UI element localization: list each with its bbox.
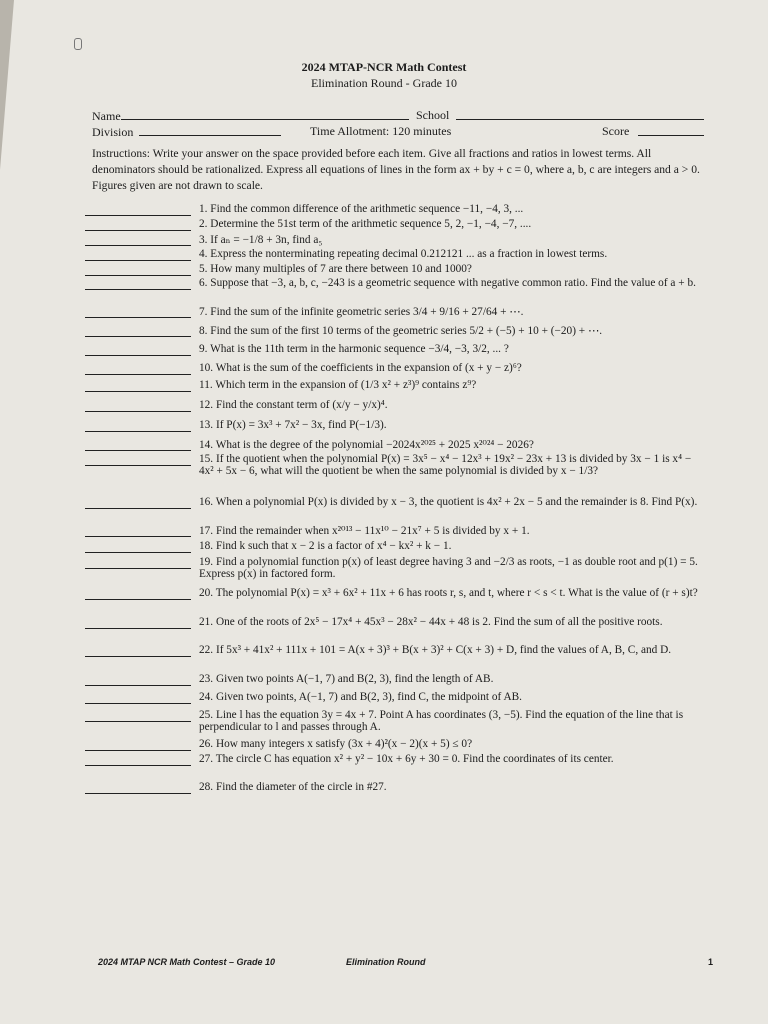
- answer-blank[interactable]: [85, 233, 191, 246]
- answer-blank[interactable]: [85, 753, 191, 766]
- question-text: 19. Find a polynomial function p(x) of least degree having 3 and −2/3 as roots, −1 as double root and p(1) = 5. Express p(x) in factored form.: [199, 556, 698, 580]
- answer-blank[interactable]: [85, 496, 191, 509]
- question-text: 3. If aₙ = −1/8 + 3n, find a₅: [199, 234, 323, 246]
- name-field[interactable]: [121, 108, 409, 120]
- question-item: [85, 587, 705, 616]
- answer-blank[interactable]: [85, 709, 191, 722]
- page-number: 1: [708, 957, 714, 967]
- answer-blank[interactable]: [85, 218, 191, 231]
- contest-title: 2024 MTAP-NCR Math Contest: [301, 60, 467, 74]
- answer-blank[interactable]: [85, 419, 191, 432]
- question-item: [85, 524, 705, 540]
- question-item: [85, 673, 705, 691]
- question-item: [85, 616, 705, 644]
- question-item: [85, 691, 705, 709]
- division-time-row: [92, 124, 704, 140]
- round-subtitle: Elimination Round - Grade 10: [311, 76, 457, 90]
- footer-contest: 2024 MTAP NCR Math Contest – Grade 10: [98, 957, 276, 967]
- answer-blank[interactable]: [85, 781, 191, 794]
- question-item: [85, 305, 705, 324]
- question-item: [85, 496, 705, 524]
- question-text: 23. Given two points A(−1, 7) and B(2, 3), find the length of AB.: [199, 673, 494, 685]
- question-item: [85, 218, 705, 233]
- answer-blank[interactable]: [85, 644, 191, 657]
- question-item: [85, 781, 705, 799]
- question-item: [85, 438, 705, 453]
- question-item: [85, 277, 705, 305]
- answer-blank[interactable]: [85, 453, 191, 466]
- question-text: 4. Express the nonterminating repeating decimal 0.212121 ... as a fraction in lowest terms.: [199, 248, 608, 260]
- answer-blank[interactable]: [85, 691, 191, 704]
- question-text: 16. When a polynomial P(x) is divided by x − 3, the quotient is 4x² + 2x − 5 and the remainder is 8. Find P(x).: [199, 496, 698, 508]
- question-item: [85, 248, 705, 263]
- question-item: [85, 343, 705, 362]
- question-item: [85, 709, 705, 738]
- staple-mark: [74, 38, 82, 50]
- question-text: 2. Determine the 51st term of the arithmetic sequence 5, 2, −1, −4, −7, ....: [199, 218, 532, 230]
- question-text: 27. The circle C has equation x² + y² − 10x + 6y + 30 = 0. Find the coordinates of its center.: [199, 753, 614, 765]
- answer-blank[interactable]: [85, 399, 191, 412]
- question-list: [85, 203, 705, 799]
- document-header: [0, 60, 768, 91]
- question-text: 24. Given two points, A(−1, 7) and B(2, 3), find C, the midpoint of AB.: [199, 691, 522, 703]
- question-text: 15. If the quotient when the polynomial P(x) = 3x⁵ − x⁴ − 12x³ + 19x² − 23x + 13 is divided by 3x − 1 is x⁴ − 4x² + 5x − 6, what will the quotient be when the same polynomial is divided by x − 1/3?: [199, 453, 692, 477]
- instructions: Instructions: Write your answer on the space provided before each item. Give all fractions and ratios in lowest terms. All denominators should be rationalized. Express all equations of lines in the form ax + by + c = 0, where a, b, c are integers and a > 0. Figures given are not drawn to scale.: [92, 147, 700, 192]
- question-item: [85, 540, 705, 556]
- question-item: [85, 753, 705, 781]
- question-text: 17. Find the remainder when x²⁰¹³ − 11x¹⁰ − 21x⁷ + 5 is divided by x + 1.: [199, 525, 530, 537]
- question-text: 10. What is the sum of the coefficients in the expansion of (x + y − z)⁶?: [199, 362, 522, 374]
- answer-blank[interactable]: [85, 616, 191, 629]
- question-text: 9. What is the 11th term in the harmonic sequence −3/4, −3, 3/2, ... ?: [199, 343, 509, 355]
- question-text: 14. What is the degree of the polynomial −2024x²⁰²⁵ + 2025 x²⁰²⁴ − 2026?: [199, 439, 534, 451]
- question-item: [85, 362, 705, 379]
- footer-round: Elimination Round: [346, 957, 426, 967]
- question-item: [85, 453, 705, 496]
- answer-blank[interactable]: [85, 438, 191, 451]
- question-text: 25. Line l has the equation 3y = 4x + 7. Point A has coordinates (3, −5). Find the equation of the line that is perpendicular to l and passes through A.: [199, 709, 684, 733]
- answer-blank[interactable]: [85, 362, 191, 375]
- question-item: [85, 233, 705, 248]
- question-text: 21. One of the roots of 2x⁵ − 17x⁴ + 45x³ − 28x² − 44x + 48 is 2. Find the sum of all the positive roots.: [199, 616, 663, 628]
- time-allotment: Time Allotment: 120 minutes: [310, 124, 452, 138]
- question-text: 1. Find the common difference of the arithmetic sequence −11, −4, 3, ...: [199, 203, 524, 215]
- score-label: Score: [602, 124, 630, 138]
- name-school-row: [92, 108, 704, 124]
- answer-blank[interactable]: [85, 587, 191, 600]
- question-item: [85, 738, 705, 753]
- question-item: [85, 644, 705, 673]
- question-text: 11. Which term in the expansion of (1/3 x² + z³)⁹ contains z⁹?: [199, 379, 477, 391]
- answer-blank[interactable]: [85, 556, 191, 569]
- question-text: 13. If P(x) = 3x³ + 7x² − 3x, find P(−1/3).: [199, 419, 387, 431]
- question-text: 8. Find the sum of the first 10 terms of the geometric series 5/2 + (−5) + 10 + (−20) + ⋯.: [199, 325, 603, 337]
- answer-blank[interactable]: [85, 524, 191, 537]
- question-item: [85, 263, 705, 277]
- question-text: 6. Suppose that −3, a, b, c, −243 is a geometric sequence with negative common ratio. Find the value of a + b.: [199, 277, 696, 289]
- answer-blank[interactable]: [85, 738, 191, 751]
- question-item: [85, 556, 705, 587]
- question-text: 7. Find the sum of the infinite geometric series 3/4 + 9/16 + 27/64 + ⋯.: [199, 306, 524, 318]
- question-item: [85, 399, 705, 419]
- answer-blank[interactable]: [85, 305, 191, 318]
- question-text: 28. Find the diameter of the circle in #27.: [199, 781, 387, 793]
- division-field[interactable]: [139, 124, 281, 136]
- question-text: 20. The polynomial P(x) = x³ + 6x² + 11x + 6 has roots r, s, and t, where r < s < t. What is the value of (r + s)t?: [199, 587, 698, 599]
- answer-blank[interactable]: [85, 379, 191, 392]
- score-field[interactable]: [638, 124, 704, 136]
- question-text: 26. How many integers x satisfy (3x + 4)²(x − 2)(x + 5) ≤ 0?: [199, 738, 473, 750]
- answer-blank[interactable]: [85, 324, 191, 337]
- answer-blank[interactable]: [85, 277, 191, 290]
- answer-blank[interactable]: [85, 343, 191, 356]
- question-item: [85, 379, 705, 399]
- answer-blank[interactable]: [85, 673, 191, 686]
- name-label: Name: [92, 109, 121, 123]
- answer-blank[interactable]: [85, 248, 191, 261]
- school-label: School: [416, 108, 450, 122]
- school-field[interactable]: [456, 108, 704, 120]
- question-text: 5. How many multiples of 7 are there between 10 and 1000?: [199, 263, 472, 275]
- question-text: 12. Find the constant term of (x/y − y/x)⁴.: [199, 399, 388, 411]
- answer-blank[interactable]: [85, 263, 191, 276]
- question-text: 22. If 5x³ + 41x² + 111x + 101 = A(x + 3)³ + B(x + 3)² + C(x + 3) + D, find the values of A, B, C, and D.: [199, 644, 672, 656]
- answer-blank[interactable]: [85, 540, 191, 553]
- question-item: [85, 203, 705, 218]
- answer-blank[interactable]: [85, 203, 191, 216]
- division-label: Division: [92, 125, 134, 139]
- question-item: [85, 419, 705, 438]
- question-text: 18. Find k such that x − 2 is a factor of x⁴ − kx² + k − 1.: [199, 540, 452, 552]
- question-item: [85, 324, 705, 343]
